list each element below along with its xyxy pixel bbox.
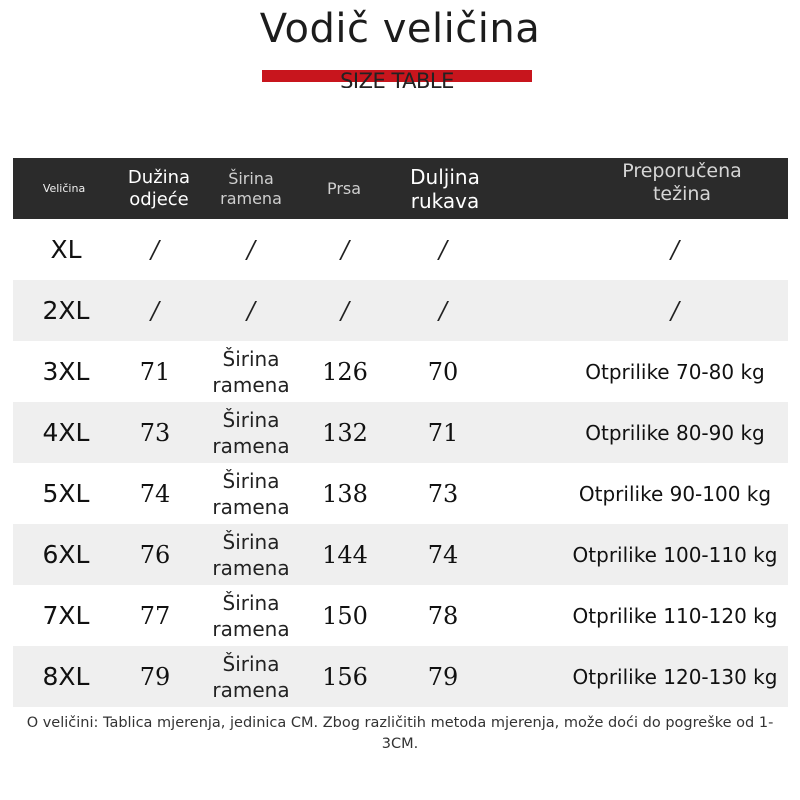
table-body — [13, 219, 788, 707]
cell-sleeve: 73 — [427, 479, 459, 508]
cell-size: 6XL — [42, 540, 90, 569]
cell-chest: 156 — [322, 662, 368, 691]
table-row — [13, 341, 788, 402]
cell-sleeve: 79 — [427, 662, 459, 691]
cell-shoulder: Širina ramena — [212, 590, 290, 641]
cell-sleeve: 78 — [427, 601, 459, 630]
cell-weight: Otprilike 70-80 kg — [585, 359, 765, 384]
cell-size: XL — [50, 235, 82, 264]
cell-weight: Otprilike 120-130 kg — [572, 664, 778, 689]
cell-shoulder: / — [246, 296, 256, 325]
cell-length: 71 — [139, 357, 171, 386]
header-size: Veličina — [42, 181, 86, 195]
cell-chest: 144 — [322, 540, 368, 569]
cell-weight: / — [670, 296, 680, 325]
cell-size: 3XL — [42, 357, 90, 386]
table-row — [13, 219, 788, 280]
footnote: O veličini: Tablica mjerenja, jedinica CM. Zbog različitih metoda mjerenja, može doći do pogreške od 1-3CM. — [26, 715, 774, 753]
header-weight: Preporučena težina — [622, 160, 742, 205]
table-row — [13, 402, 788, 463]
cell-weight: Otprilike 110-120 kg — [572, 603, 778, 628]
header-chest: Prsa — [326, 178, 362, 198]
cell-length: 79 — [139, 662, 171, 691]
cell-shoulder: Širina ramena — [212, 529, 290, 580]
cell-length: / — [150, 235, 160, 264]
cell-length: 76 — [139, 540, 171, 569]
table-row — [13, 280, 788, 341]
cell-size: 2XL — [42, 296, 90, 325]
cell-length: 73 — [139, 418, 171, 447]
page-title: Vodič veličina — [259, 6, 541, 52]
cell-shoulder: / — [246, 235, 256, 264]
header-shoulder: Širina ramena — [220, 169, 282, 208]
cell-chest: 150 — [322, 601, 368, 630]
cell-weight: Otprilike 80-90 kg — [585, 420, 765, 445]
cell-length: 74 — [139, 479, 171, 508]
cell-weight: Otprilike 90-100 kg — [578, 481, 772, 506]
cell-length: 77 — [139, 601, 171, 630]
header-length: Dužina odjeće — [127, 166, 191, 210]
size-table — [13, 158, 788, 707]
cell-length: / — [150, 296, 160, 325]
cell-weight: Otprilike 100-110 kg — [572, 542, 778, 567]
cell-chest: 132 — [322, 418, 368, 447]
cell-chest: 126 — [322, 357, 368, 386]
cell-sleeve: 70 — [427, 357, 459, 386]
cell-shoulder: Širina ramena — [212, 346, 290, 397]
table-row — [13, 646, 788, 707]
cell-size: 8XL — [42, 662, 90, 691]
cell-chest: / — [340, 235, 350, 264]
cell-size: 7XL — [42, 601, 90, 630]
cell-shoulder: Širina ramena — [212, 468, 290, 519]
cell-sleeve: / — [438, 235, 448, 264]
table-row — [13, 524, 788, 585]
cell-chest: / — [340, 296, 350, 325]
table-row — [13, 585, 788, 646]
cell-size: 4XL — [42, 418, 90, 447]
cell-chest: 138 — [322, 479, 368, 508]
cell-sleeve: 71 — [427, 418, 459, 447]
cell-shoulder: Širina ramena — [212, 407, 290, 458]
cell-shoulder: Širina ramena — [212, 651, 290, 702]
size-table-banner-label: SIZE TABLE — [340, 69, 454, 88]
header-sleeve: Duljina rukava — [410, 164, 480, 213]
table-row — [13, 463, 788, 524]
cell-sleeve: 74 — [427, 540, 459, 569]
cell-size: 5XL — [42, 479, 90, 508]
cell-sleeve: / — [438, 296, 448, 325]
table-header — [13, 158, 788, 219]
cell-weight: / — [670, 235, 680, 264]
